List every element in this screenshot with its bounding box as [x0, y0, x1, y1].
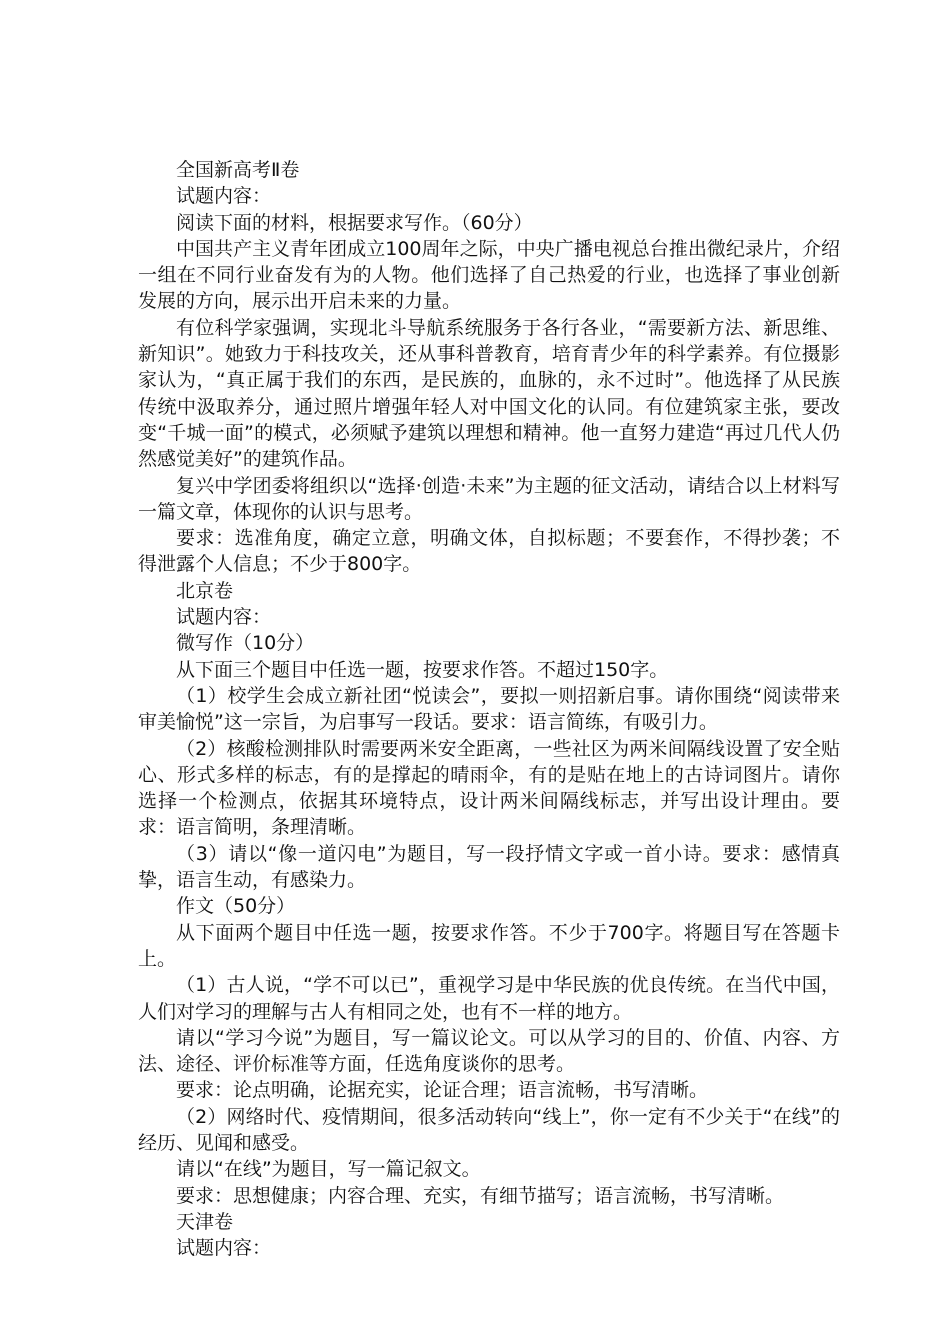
- question-content-label: 试题内容：: [176, 606, 272, 629]
- material-paragraph: 有位科学家强调，实现北斗导航系统服务于各行各业，“需要新方法、新思维、新知识”。她致力于科技攻关，还从事科普教育，培育青少年的科学素养。有位摄影家认为，“真正属于我们的东西，是民族的，血脉的，永不过时”。他选择了从民族传统中汲取养分，通过照片增强年轻人对中国文化的认同。有位建筑家主张，要改变“千城一面”的模式，必须赋予建筑以理想和精神。他一直努力建造“再过几代人仍然感觉美好”的建筑作品。: [138, 316, 840, 471]
- micro-writing-option: （1）校学生会成立新社团“悦读会”，要拟一则招新启事。请你围绕“阅读带来审美愉悦”这一宗旨，为启事写一段话。要求：语言简练，有吸引力。: [138, 684, 840, 734]
- question-content-label: 试题内容：: [176, 185, 272, 208]
- document-body: [138, 157, 840, 1261]
- micro-writing-instruction: 从下面三个题目中任选一题，按要求作答。不超过150字。: [176, 658, 669, 681]
- section-title-national-ii: 全国新高考Ⅱ卷: [176, 159, 300, 181]
- requirements-paragraph: 要求：选准角度，确定立意，明确文体，自拟标题；不要套作，不得抄袭；不得泄露个人信息；不少于800字。: [138, 527, 840, 576]
- section-title-tianjin: 天津卷: [176, 1210, 234, 1233]
- micro-writing-option: （2）核酸检测排队时需要两米安全距离，一些社区为两米间隔线设置了安全贴心、形式多样的标志，有的是撑起的晴雨伞，有的是贴在地上的古诗词图片。请你选择一个检测点，依据其环境特点，设计两米间隔线标志，并写出设计理由。要求：语言简明，条理清晰。: [138, 737, 840, 839]
- composition-option: （2）网络时代、疫情期间，很多活动转向“线上”，你一定有不少关于“在线”的经历、见闻和感受。: [138, 1105, 840, 1154]
- micro-writing-option: （3）请以“像一道闪电”为题目，写一段抒情文字或一首小诗。要求：感情真挚，语言生动，有感染力。: [138, 842, 840, 892]
- requirements-paragraph: 要求：思想健康；内容合理、充实，有细节描写；语言流畅，书写清晰。: [176, 1184, 785, 1207]
- composition-instruction: 从下面两个题目中任选一题，按要求作答。不少于700字。将题目写在答题卡上。: [138, 921, 840, 970]
- composition-task: 请以“学习今说”为题目，写一篇议论文。可以从学习的目的、价值、内容、方法、途径、评价标准等方面，任选角度谈你的思考。: [138, 1026, 840, 1076]
- material-paragraph: 中国共产主义青年团成立100周年之际，中央广播电视总台推出微纪录片，介绍一组在不同行业奋发有为的人物。他们选择了自己热爱的行业，也选择了事业创新发展的方向，展示出开启未来的力量。: [138, 237, 840, 313]
- composition-heading: 作文（50分）: [176, 895, 296, 918]
- micro-writing-heading: 微写作（10分）: [176, 632, 315, 655]
- requirements-paragraph: 要求：论点明确，论据充实，论证合理；语言流畅，书写清晰。: [176, 1079, 709, 1102]
- task-paragraph: 复兴中学团委将组织以“选择·创造·未来”为主题的征文活动，请结合以上材料写一篇文章，体现你的认识与思考。: [138, 474, 840, 523]
- question-content-label: 试题内容：: [176, 1237, 272, 1260]
- essay-instruction: 阅读下面的材料，根据要求写作。（60分）: [176, 211, 533, 234]
- section-title-beijing: 北京卷: [176, 579, 234, 602]
- composition-task: 请以“在线”为题目，写一篇记叙文。: [176, 1158, 481, 1181]
- composition-option: （1）古人说，“学不可以已”，重视学习是中华民族的优良传统。在当代中国，人们对学习的理解与古人有相同之处，也有不一样的地方。: [138, 974, 840, 1023]
